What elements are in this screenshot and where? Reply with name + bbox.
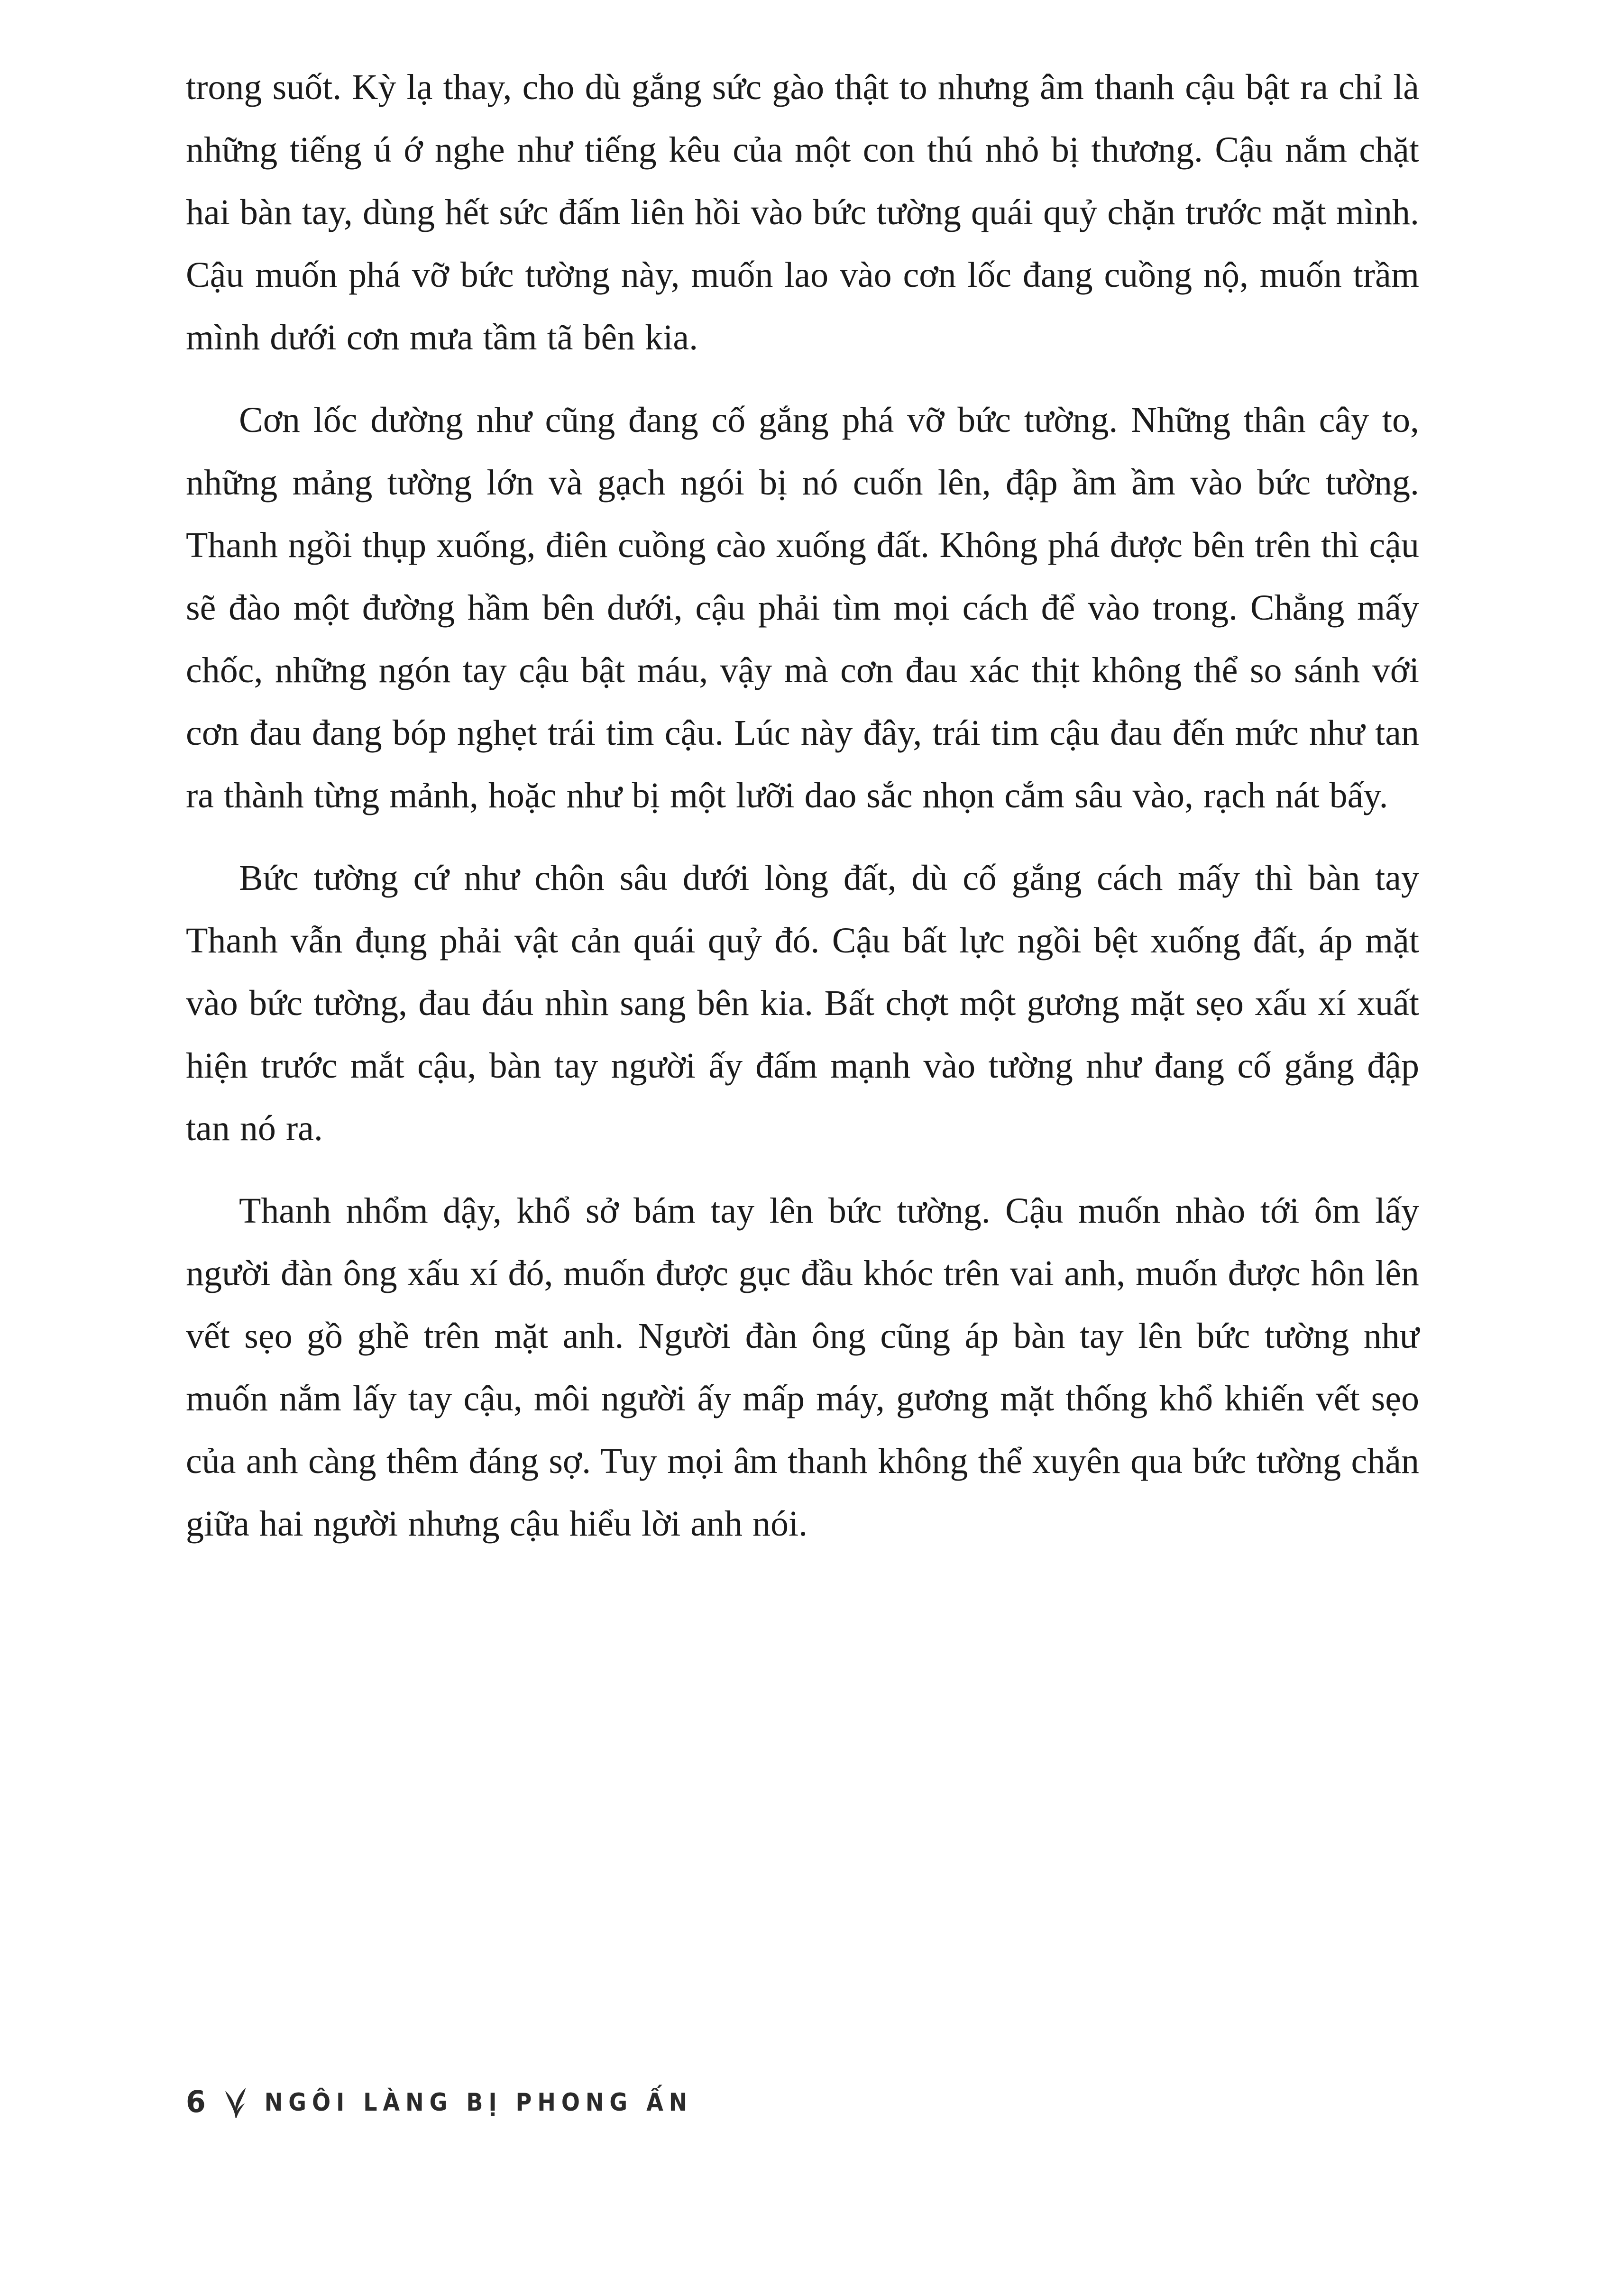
body-text [186, 56, 1419, 1555]
book-title: NGÔI LÀNG BỊ PHONG ẤN [264, 2087, 693, 2117]
paragraph-1: trong suốt. Kỳ lạ thay, cho dù gắng sức gào thật to nhưng âm thanh cậu bật ra chỉ là những tiếng ú ớ nghe như tiếng kêu của một con thú nhỏ bị thương. Cậu nắm chặt hai bàn tay, dùng hết sức đấm liên hồi vào bức tường quái quỷ chặn trước mặt mình. Cậu muốn phá vỡ bức tường này, muốn lao vào cơn lốc đang cuồng nộ, muốn trầm mình dưới cơn mưa tầm tã bên kia. [186, 67, 1419, 357]
page-footer [186, 2085, 693, 2119]
paragraph-2: Cơn lốc dường như cũng đang cố gắng phá vỡ bức tường. Những thân cây to, những mảng tường lớn và gạch ngói bị nó cuốn lên, đập ầm ầm vào bức tường. Thanh ngồi thụp xuống, điên cuồng cào xuống đất. Không phá được bên trên thì cậu sẽ đào một đường hầm bên dưới, cậu phải tìm mọi cách để vào trong. Chẳng mấy chốc, những ngón tay cậu bật máu, vậy mà cơn đau xác thịt không thể so sánh với cơn đau đang bóp nghẹt trái tim cậu. Lúc này đây, trái tim cậu đau đến mức như tan ra thành từng mảnh, hoặc như bị một lưỡi dao sắc nhọn cắm sâu vào, rạch nát bấy. [186, 400, 1419, 815]
paragraph-4: Thanh nhổm dậy, khổ sở bám tay lên bức tường. Cậu muốn nhào tới ôm lấy người đàn ông xấu xí đó, muốn được gục đầu khóc trên vai anh, muốn được hôn lên vết sẹo gồ ghề trên mặt anh. Người đàn ông cũng áp bàn tay lên bức tường như muốn nắm lấy tay cậu, môi người ấy mấp máy, gương mặt thống khổ khiến vết sẹo của anh càng thêm đáng sợ. Tuy mọi âm thanh không thể xuyên qua bức tường chắn giữa hai người nhưng cậu hiểu lời anh nói. [186, 1191, 1419, 1544]
leaf-icon [220, 2085, 250, 2119]
page-number: 6 [186, 2085, 206, 2120]
paragraph-3: Bức tường cứ như chôn sâu dưới lòng đất, dù cố gắng cách mấy thì bàn tay Thanh vẫn đụng phải vật cản quái quỷ đó. Cậu bất lực ngồi bệt xuống đất, áp mặt vào bức tường, đau đáu nhìn sang bên kia. Bất chợt một gương mặt sẹo xấu xí xuất hiện trước mắt cậu, bàn tay người ấy đấm mạnh vào tường như đang cố gắng đập tan nó ra. [186, 858, 1419, 1148]
